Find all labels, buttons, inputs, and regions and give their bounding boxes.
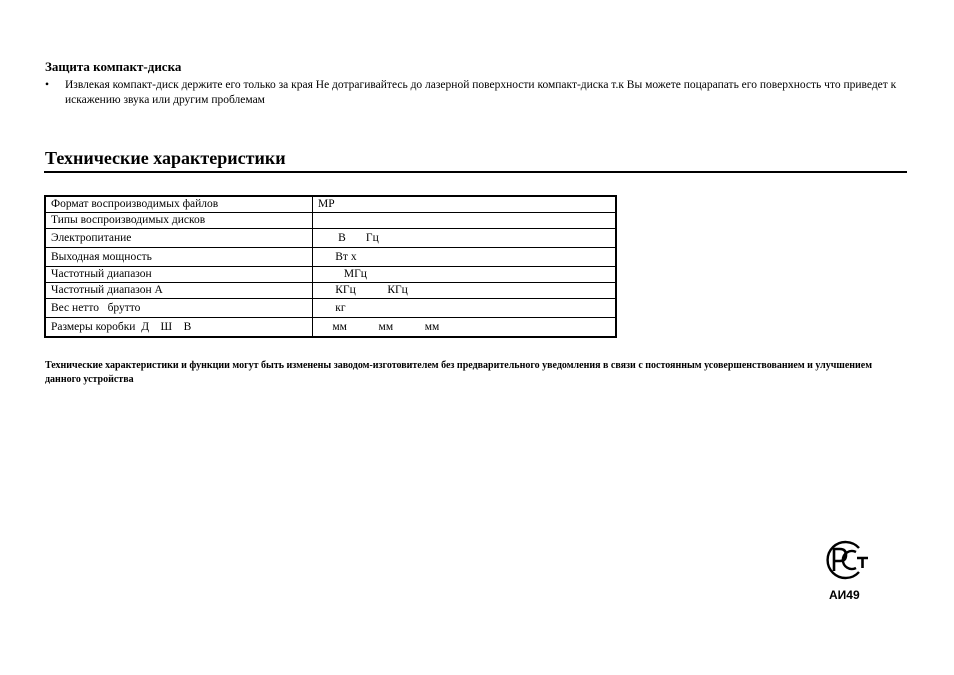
spec-label: Электропитание [45,229,313,248]
specs-title: Технические характеристики [45,148,286,168]
table-row [45,318,616,338]
spec-value: MP [313,196,617,213]
spec-value: КГц КГц [313,283,617,299]
table-row [45,267,616,283]
spec-label: Вес нетто брутто [45,299,313,318]
spec-value [313,213,617,229]
spec-label: Частотный диапазон A [45,283,313,299]
certification-code: АИ49 [829,588,860,602]
table-row [45,248,616,267]
specs-table [44,195,617,338]
table-row [45,196,616,213]
spec-label: Частотный диапазон [45,267,313,283]
spec-value: кг [313,299,617,318]
specs-footnote: Технические характеристики и функции могут быть изменены заводом-изготовителем без предварительного уведомления в связи с постоянным усовершенствованием и улучшением данного устройства [45,360,873,385]
table-row [45,229,616,248]
spec-label: Размеры коробки Д Ш В [45,318,313,338]
cd-care-bullet-item [45,78,907,107]
title-divider [44,171,907,173]
spec-value: Вт х [313,248,617,267]
table-row [45,283,616,299]
spec-value: В Гц [313,229,617,248]
cd-care-text: Извлекая компакт-диск держите его только за края Не дотрагивайтесь до лазерной поверхности компакт-диска т.к Вы можете поцарапать его поверхность что приведет к искажению звука или другим проблемам [65,79,897,106]
bullet-icon: • [45,79,50,91]
spec-label: Типы воспроизводимых дисков [45,213,313,229]
spec-label: Формат воспроизводимых файлов [45,196,313,213]
cd-care-heading: Защита компакт-диска [45,59,182,74]
rst-certification-mark-icon [823,540,869,580]
spec-value: мм мм мм [313,318,617,338]
table-row [45,299,616,318]
table-row [45,213,616,229]
spec-value: МГц [313,267,617,283]
spec-label: Выходная мощность [45,248,313,267]
